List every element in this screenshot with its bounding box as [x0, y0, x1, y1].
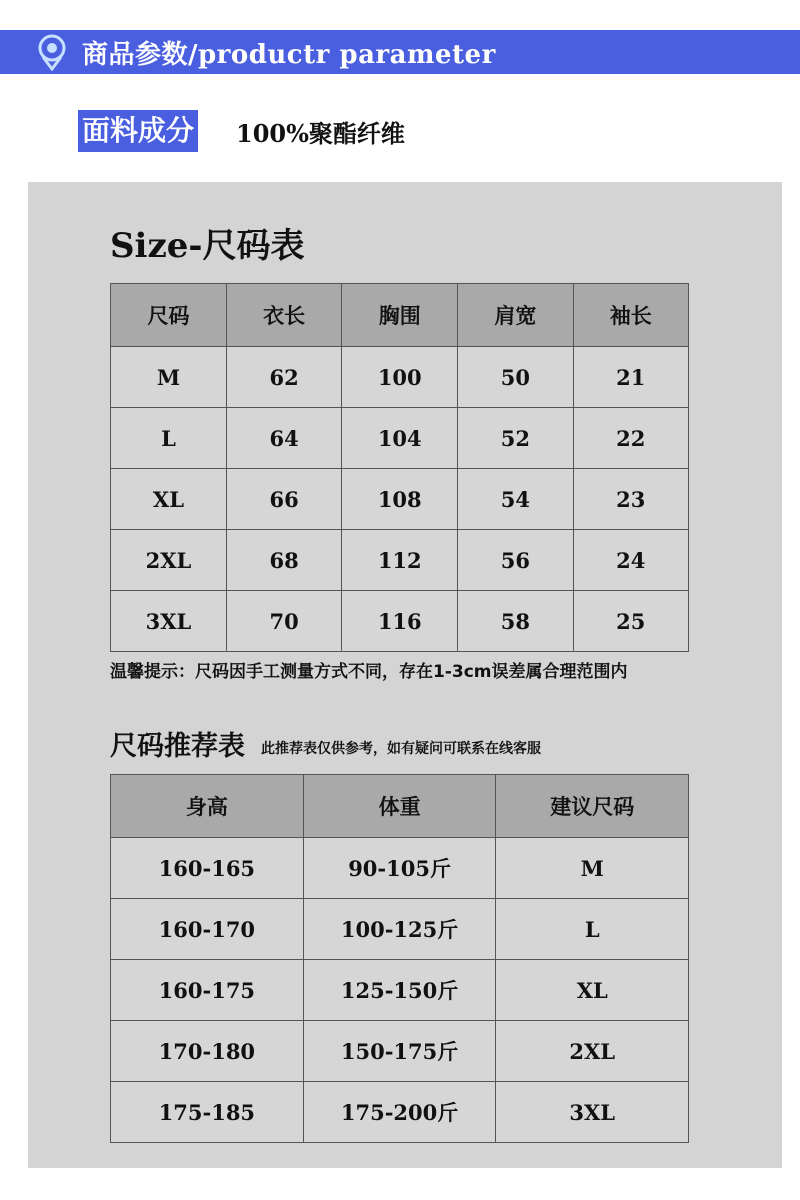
table-cell: 160-165: [111, 838, 304, 899]
fabric-row: [78, 110, 405, 152]
table-cell: 160-175: [111, 960, 304, 1021]
table-cell: 108: [342, 469, 458, 530]
table-cell: XL: [111, 469, 227, 530]
table-cell: 58: [458, 591, 573, 652]
table-cell: 100: [342, 347, 458, 408]
table-cell: 66: [226, 469, 341, 530]
recommendation-heading: [110, 724, 541, 763]
table-cell: 3XL: [111, 591, 227, 652]
location-pin-icon: [32, 32, 72, 72]
table-cell: 64: [226, 408, 341, 469]
size-table-header: 肩宽: [458, 284, 573, 347]
fabric-value: 100%聚酯纤维: [236, 118, 405, 148]
parameter-banner: [0, 30, 800, 74]
table-cell: 112: [342, 530, 458, 591]
table-cell: 24: [573, 530, 688, 591]
table-cell: 175-200斤: [303, 1082, 496, 1143]
table-cell: 50: [458, 347, 573, 408]
size-table-header: 衣长: [226, 284, 341, 347]
table-cell: 23: [573, 469, 688, 530]
measurement-tip: 温馨提示：尺码因手工测量方式不同，存在1-3cm误差属合理范围内: [110, 662, 628, 682]
table-cell: 104: [342, 408, 458, 469]
table-row: [111, 347, 689, 408]
table-cell: 116: [342, 591, 458, 652]
recommendation-table-header: 身高: [111, 775, 304, 838]
banner-title: 商品参数/productr parameter: [82, 39, 496, 70]
table-row: [111, 591, 689, 652]
table-cell: 100-125斤: [303, 899, 496, 960]
table-cell: 52: [458, 408, 573, 469]
table-cell: XL: [496, 960, 689, 1021]
recommendation-note: 此推荐表仅供参考，如有疑问可联系在线客服: [261, 741, 541, 757]
table-row: [111, 408, 689, 469]
table-cell: 70: [226, 591, 341, 652]
fabric-label: 面料成分: [78, 110, 198, 152]
table-cell: 54: [458, 469, 573, 530]
table-row: [111, 530, 689, 591]
table-cell: 21: [573, 347, 688, 408]
table-cell: 3XL: [496, 1082, 689, 1143]
table-row: [111, 1082, 689, 1143]
table-cell: 2XL: [496, 1021, 689, 1082]
table-row: [111, 1021, 689, 1082]
size-table: [110, 283, 689, 652]
table-cell: 150-175斤: [303, 1021, 496, 1082]
size-table-header: 袖长: [573, 284, 688, 347]
recommendation-table: [110, 774, 689, 1143]
table-cell: 170-180: [111, 1021, 304, 1082]
table-cell: 25: [573, 591, 688, 652]
recommendation-table-header: 体重: [303, 775, 496, 838]
table-cell: L: [496, 899, 689, 960]
size-table-header: 尺码: [111, 284, 227, 347]
table-row: [111, 469, 689, 530]
table-cell: M: [111, 347, 227, 408]
size-chart-title: Size-尺码表: [110, 226, 305, 266]
table-cell: 160-170: [111, 899, 304, 960]
table-cell: 56: [458, 530, 573, 591]
table-row: [111, 899, 689, 960]
recommendation-table-header-row: [111, 775, 689, 838]
recommendation-table-header: 建议尺码: [496, 775, 689, 838]
table-cell: 175-185: [111, 1082, 304, 1143]
table-cell: L: [111, 408, 227, 469]
table-cell: M: [496, 838, 689, 899]
table-row: [111, 960, 689, 1021]
table-row: [111, 838, 689, 899]
table-cell: 90-105斤: [303, 838, 496, 899]
recommendation-title: 尺码推荐表: [110, 731, 245, 762]
table-cell: 68: [226, 530, 341, 591]
size-table-header: 胸围: [342, 284, 458, 347]
table-cell: 2XL: [111, 530, 227, 591]
table-cell: 62: [226, 347, 341, 408]
table-cell: 125-150斤: [303, 960, 496, 1021]
size-table-header-row: [111, 284, 689, 347]
table-cell: 22: [573, 408, 688, 469]
